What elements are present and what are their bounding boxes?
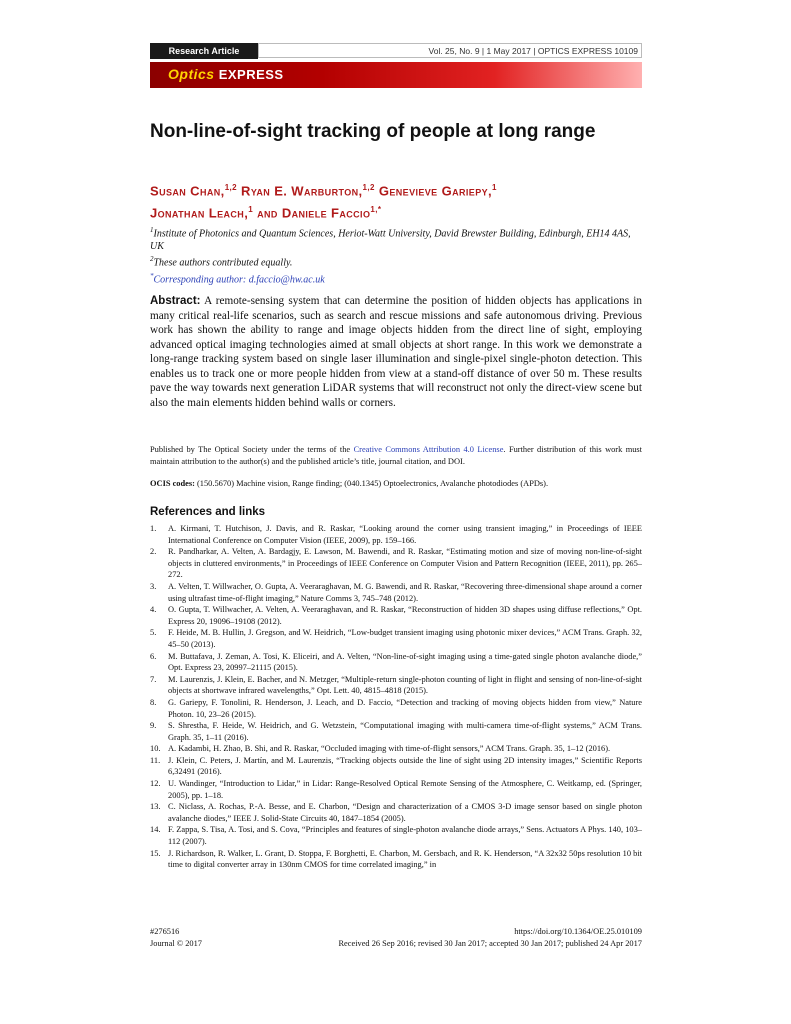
reference-item: 7. M. Laurenzis, J. Klein, E. Bacher, and N. Metzger, “Multiple-return single-photon counting of light in flight and sensing of non-line-of-sight objects at shortwave infrared wavelengths,” Opt. Lett. 40, 4815–4818 (2015).	[150, 674, 642, 696]
reference-item: 5. F. Heide, M. B. Hullin, J. Gregson, and W. Heidrich, “Low-budget transient imaging using photonic mixer devices,” ACM Trans. Graph. 32, 45–50 (2013).	[150, 628, 642, 649]
reference-item: 9. S. Shrestha, F. Heide, W. Heidrich, and G. Wetzstein, “Computational imaging with multi-camera time-of-flight systems,” ACM Trans. Graph. 35, 1–11 (2016).	[150, 721, 642, 742]
reference-list	[150, 523, 642, 871]
reference-item: 6. M. Buttafava, J. Zeman, A. Tosi, K. Eliceiri, and A. Velten, “Non-line-of-sight imaging using a time-gated single photon avalanche diode,” Opt. Express 23, 20997–21115 (2015).	[150, 651, 642, 673]
reference-item: 14. F. Zappa, S. Tisa, A. Tosi, and S. Cova, “Principles and features of single-photon avalanche diode arrays,” Sens. Actuators A Phys. 140, 103–112 (2007).	[150, 825, 642, 847]
reference-item: 2. R. Pandharkar, A. Velten, A. Bardagjy, E. Lawson, M. Bawendi, and R. Raskar, “Estimating motion and size of moving non-line-of-sight objects in cluttered environments,” in Proceedings of IEEE Conference on Computer Vision and Pattern Recognition (IEEE, 2011), pp. 265–272.	[150, 547, 642, 580]
ocis-codes: OCIS codes: (150.5670) Machine vision, Range finding; (040.1345) Optoelectronics, Avalanche photodiodes (APDs).	[150, 479, 549, 488]
reference-item: 3. A. Velten, T. Willwacher, O. Gupta, A. Veeraraghavan, M. G. Bawendi, and R. Raskar, “Recovering three-dimensional shape around a corner using ultrafast time-of-flight imaging,” Nature Comms 3, 745–748 (2012).	[150, 581, 642, 603]
reference-item: 1. A. Kirmani, T. Hutchison, J. Davis, and R. Raskar, “Looking around the corner using transient imaging,” in Proceedings of IEEE International Conference on Computer Vision (IEEE, 2009), pp. 159–166.	[150, 524, 642, 545]
author-list: Susan Chan,$^{1,2}$ Ryan E. Warburton,$^{1,2}$ Genevieve Gariepy,$^1$ Jonathan Leach,$^1$ and Daniele Faccio$^{1,*}$	[150, 183, 497, 221]
article-id: #276516	[150, 927, 180, 936]
reference-item: 4. O. Gupta, T. Willwacher, A. Velten, A. Veeraraghavan, and R. Raskar, “Reconstruction of hidden 3D shapes using diffuse reflections,” Opt. Express 20, 19096–19108 (2012).	[150, 605, 642, 626]
doi-link[interactable]: https://doi.org/10.1364/OE.25.010109	[514, 927, 642, 936]
license-link[interactable]: Creative Commons Attribution 4.0 License	[353, 445, 504, 454]
journal-logo: Optics EXPRESS	[168, 66, 284, 82]
affiliations: $^1$Institute of Photonics and Quantum Sciences, Heriot-Watt University, David Brewster Building, Edinburgh, EH14 4AS, UK $^2$These authors contributed equally. *Corresponding author: d.faccio@hw.ac.uk	[150, 224, 642, 286]
reference-item: 8. G. Gariepy, F. Tonolini, R. Henderson, J. Leach, and D. Faccio, “Detection and tracking of moving objects hidden from view,” Nature Photon. 10, 23–26 (2015).	[150, 697, 642, 719]
abstract: Abstract: A remote-sensing system that can determine the position of hidden objects has applications in many critical real-life scenarios, such as search and rescue missions and safe autonomous driving. Previous work has shown the ability to range and image objects hidden from the direct line of sight, employing advanced optical imaging technologies aimed at small objects at short range. In this work we demonstrate a long-range tracking system based on single laser illumination and single-pixel single-photon detection. This enables us to track one or more people hidden from view at a stand-off distance of over 50 m. These results pave the way towards next generation LiDAR systems that will reconstruct not only the direct-view scene but also the main elements hidden behind walls or corners.	[150, 295, 642, 409]
corresponding-author-link[interactable]: *Corresponding author: d.faccio@hw.ac.uk	[150, 271, 325, 285]
reference-item: 11. J. Klein, C. Peters, J. Martín, and M. Laurenzis, “Tracking objects outside the line of sight using 2D intensity images,” Scientific Reports 6,32491 (2016).	[150, 755, 642, 777]
journal-copyright: Journal © 2017	[150, 939, 202, 948]
license-notice: Published by The Optical Society under the terms of the Creative Commons Attribution 4.0 License. Further distribution of this work must maintain attribution to the author(s) and the published article’s title, journal citation, and DOI.	[150, 445, 643, 466]
article-type-badge: Research Article	[150, 43, 258, 59]
reference-item: 15. J. Richardson, R. Walker, L. Grant, D. Stoppa, F. Borghetti, E. Charbon, M. Gersbach, and R. K. Henderson, “A 32x32 50ps resolution 10 bit time to digital converter array in 130nm CMOS for time correlated imaging,” in	[150, 848, 642, 870]
journal-meta: Vol. 25, No. 9 | 1 May 2017 | OPTICS EXPRESS 10109	[258, 43, 642, 58]
references-heading: References and links	[150, 506, 266, 518]
reference-item: 10. A. Kadambi, H. Zhao, B. Shi, and R. Raskar, “Occluded imaging with time-of-flight sensors,” ACM Trans. Graph. 35, 1–12 (2016).	[150, 744, 611, 754]
paper-title: Non-line-of-sight tracking of people at long range	[150, 121, 596, 142]
reference-item: 13. C. Niclass, A. Rochas, P.-A. Besse, and E. Charbon, “Design and characterization of a CMOS 3-D image sensor based on single photon avalanche diodes,” IEEE J. Solid-State Circuits 40, 1847–1854 (2005).	[150, 802, 642, 823]
reference-item: 12. U. Wandinger, “Introduction to Lidar,” in Lidar: Range-Resolved Optical Remote Sensing of the Atmosphere, C. Weitkamp, ed. (Springer, 2005), pp. 1–18.	[150, 779, 642, 800]
publication-dates: Received 26 Sep 2016; revised 30 Jan 2017; accepted 30 Jan 2017; published 24 Apr 2017	[338, 939, 642, 948]
